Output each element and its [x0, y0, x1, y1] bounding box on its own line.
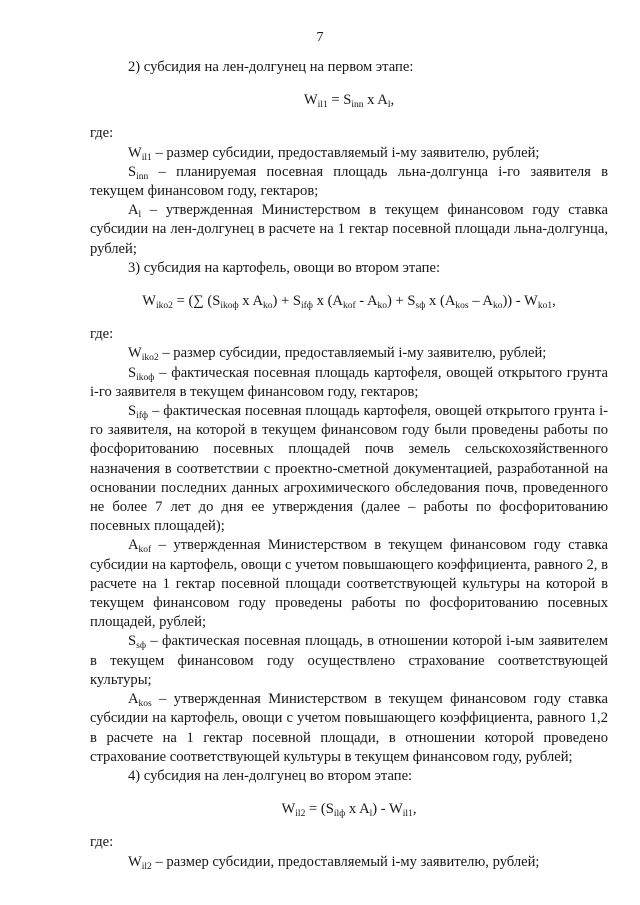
formula-subscript: iko2 [156, 301, 173, 312]
definition [90, 853, 608, 872]
definition-symbol: S [128, 403, 137, 420]
definition [90, 632, 608, 690]
formula [90, 800, 608, 819]
formula [90, 292, 608, 311]
definition-text: – фактическая посевная площадь, в отношении которой i-ым заявителем в текущем финансовом году осуществлено страхование соответствующей культуры; [90, 633, 608, 688]
paragraph: 3) субсидия на картофель, овощи во втором этапе: [128, 259, 441, 276]
page-number: 7 [316, 30, 324, 45]
formula-text: x A [345, 801, 370, 818]
where-label: где: [90, 326, 114, 343]
formula-text: = (∑ (S [172, 293, 221, 310]
formula-text: W [281, 801, 296, 818]
formula-subscript: il1 [402, 809, 413, 820]
definition-subscript: iko2 [141, 353, 159, 364]
formula-text: x A [363, 92, 388, 109]
definition-text: – размер субсидии, предоставляемый i-му заявителю, рублей; [151, 853, 540, 870]
definition-subscript: l [138, 210, 142, 221]
formula-text: x (A [425, 293, 456, 310]
formula [90, 91, 608, 110]
definition-text: – утвержденная Министерством в текущем финансовом году ставка субсидии на картофель, овощи с учетом повышающего коэффициента, равного 2, в расчете на 1 гектар посевной площади соответствующей культуры на которой в текущем финансовом году проведены работы по фосфоритованию посевных площадей, рублей; [90, 537, 608, 631]
formula-text: ) - W [372, 801, 403, 818]
formula-text: - A [355, 293, 378, 310]
formula-text: ) + S [387, 293, 416, 310]
definition-subscript: inn [136, 171, 149, 182]
formula-subscript: l [369, 809, 373, 820]
formula-text: ) + S [272, 293, 301, 310]
definition-subscript: sф [136, 641, 146, 652]
formula-subscript: il1 [317, 100, 328, 111]
definition-symbol: A [128, 691, 139, 708]
definition [90, 201, 608, 259]
definition [90, 344, 608, 363]
formula-subscript: sф [415, 301, 426, 312]
definition-symbol: A [128, 537, 139, 554]
paragraph: 2) субсидия на лен-долгунец на первом этапе: [128, 59, 414, 75]
formula-subscript: ilф [333, 809, 346, 820]
formula-subscript: ikoф [220, 301, 239, 312]
formula-subscript: inn [351, 100, 364, 111]
formula-text: W [303, 92, 318, 109]
definition-subscript: ikoф [136, 372, 155, 383]
formula-text: x A [238, 293, 263, 310]
formula-text: , [552, 293, 556, 310]
formula-subscript: il2 [295, 809, 306, 820]
definition-subscript: ifф [136, 411, 149, 422]
formula-subscript: ifф [301, 301, 313, 312]
definition-text: – утвержденная Министерством в текущем финансовом году ставка субсидии на картофель, овощи с учетом повышающего коэффициента, равного 1,2 в расчете на 1 гектар посевной площади, в отношении которой проведено страхование соответствующей культуры в текущем финансовом году, рублей; [90, 691, 608, 765]
definition-symbol: W [128, 144, 142, 161]
definition [90, 144, 608, 163]
formula-text: = S [327, 92, 352, 109]
formula-subscript: ko [377, 301, 388, 312]
definition-symbol: W [128, 853, 142, 870]
formula-subscript: ko1 [537, 301, 553, 312]
formula-text: = (S [305, 801, 334, 818]
definition [90, 402, 608, 536]
definition-text: – фактическая посевная площадь картофеля, овощей открытого грунта i-го заявителя, на которой в текущем финансовом году были проведены работы по фосфоритованию посевных площадей почв земель сельскохозяйственного назначения в соответствии с проектно-сметной документацией, разработанной на основании последних данных агрохимического обследования почв, проведенного не более 7 лет до дня ее утверждения (далее – работы по фосфоритованию посевных площадей); [90, 403, 608, 535]
paragraph: 4) субсидия на лен-долгунец во втором этапе: [128, 767, 413, 784]
formula-subscript: l [387, 100, 391, 111]
definition-symbol: S [128, 633, 137, 650]
definition-text: – утвержденная Министерством в текущем финансовом году ставка субсидии на лен-долгунец в расчете на 1 гектар посевной площади льна-долгунца, рублей; [90, 202, 608, 257]
formula-text: )) - W [502, 293, 538, 310]
definition-text: – размер субсидии, предоставляемый i-му заявителю, рублей; [151, 144, 540, 161]
definition-subscript: il2 [141, 861, 152, 872]
definition-text: – планируемая посевная площадь льна-долгунца i-го заявителя в текущем финансовом году, гектаров; [90, 163, 608, 200]
definition-symbol: S [128, 163, 137, 180]
formula-text: – A [468, 293, 493, 310]
definition [90, 364, 608, 402]
formula-text: W [142, 293, 157, 310]
definition-text: – фактическая посевная площадь картофеля, овощей открытого грунта i-го заявителя в текущем финансовом году, гектаров; [90, 364, 608, 400]
formula-subscript: kof [342, 301, 356, 312]
definition-subscript: il1 [141, 152, 152, 163]
definition-symbol: W [128, 345, 142, 362]
definition [90, 690, 608, 767]
definition-symbol: S [128, 364, 137, 381]
where-label: где: [90, 125, 114, 142]
formula-subscript: kos [455, 301, 469, 312]
definition [90, 536, 608, 632]
formula-subscript: ko [262, 301, 273, 312]
definition-symbol: A [128, 202, 139, 219]
formula-text: , [412, 801, 417, 818]
where-label: где: [90, 834, 114, 851]
formula-text: , [390, 92, 395, 109]
definition-text: – размер субсидии, предоставляемый i-му заявителю, рублей; [158, 345, 547, 362]
definition [90, 163, 608, 201]
definition-subscript: kos [138, 699, 152, 710]
definition-subscript: kof [138, 545, 152, 556]
document-body [90, 58, 608, 872]
formula-subscript: ko [492, 301, 503, 312]
formula-text: x (A [312, 293, 343, 310]
